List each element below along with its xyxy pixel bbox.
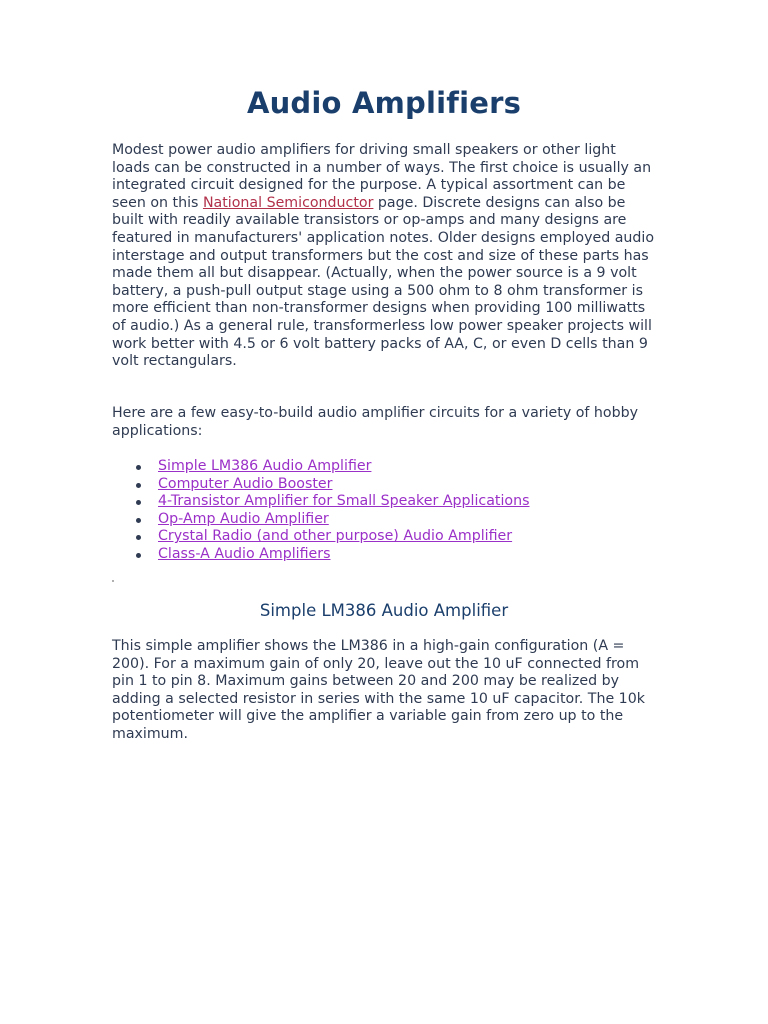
page-title: Audio Amplifiers (246, 86, 522, 120)
list-intro-paragraph: Here are a few easy-to-build audio amplifier circuits for a variety of hobby applications: (112, 405, 638, 439)
link-class-a-amplifiers[interactable]: Class-A Audio Amplifiers (158, 545, 331, 562)
list-item (158, 476, 529, 494)
anchor-dot (112, 580, 114, 582)
national-semiconductor-link[interactable]: National Semiconductor (202, 194, 374, 211)
circuit-link-list (112, 458, 529, 564)
section-heading: Simple LM386 Audio Amplifier (259, 601, 509, 620)
link-4-transistor-amplifier[interactable]: 4-Transistor Amplifier for Small Speaker Applications (158, 493, 530, 510)
list-item (158, 546, 529, 564)
list-item (158, 528, 529, 546)
link-simple-lm386[interactable]: Simple LM386 Audio Amplifier (158, 458, 372, 474)
section-paragraph: This simple amplifier shows the LM386 in a high-gain configuration (A = 200). For a maximum gain of only 20, leave out the 10 uF connected from pin 1 to pin 8. Maximum gains between 20 and 200 may be realized by adding a selected resistor in series with the same 10 uF capacitor. The 10k potentiometer will give the amplifier a variable gain from zero up to the maximum. (112, 638, 645, 742)
list-item (158, 511, 529, 529)
list-item (158, 493, 529, 511)
intro-paragraph (112, 142, 658, 371)
intro-text-before-link: Modest power audio amplifiers for driving small speakers or other light loads can be constructed in a number of ways. The first choice is usually an integrated circuit designed for the purpose. A typical assortment can be seen on this (112, 142, 652, 211)
link-crystal-radio-amplifier[interactable]: Crystal Radio (and other purpose) Audio Amplifier (158, 528, 513, 545)
link-op-amp-amplifier[interactable]: Op-Amp Audio Amplifier (158, 510, 329, 527)
list-item (158, 458, 529, 476)
link-computer-audio-booster[interactable]: Computer Audio Booster (158, 475, 333, 492)
intro-text-after-link: page. Discrete designs can also be built with readily available transistors or op-amps and many designs are featured in manufacturers' application notes. Older designs employed audio interstage and output transformers but the cost and size of these parts has made them all but disappear. (Actually, when the power source is a 9 volt battery, a push-pull output stage using a 500 ohm to 8 ohm transformer is more efficient than non-transformer designs when providing 100 milliwatts of audio.) As a general rule, transformerless low power speaker projects will work better with 4.5 or 6 volt battery packs of AA, C, or even D cells than 9 volt rectangulars. (112, 194, 655, 370)
